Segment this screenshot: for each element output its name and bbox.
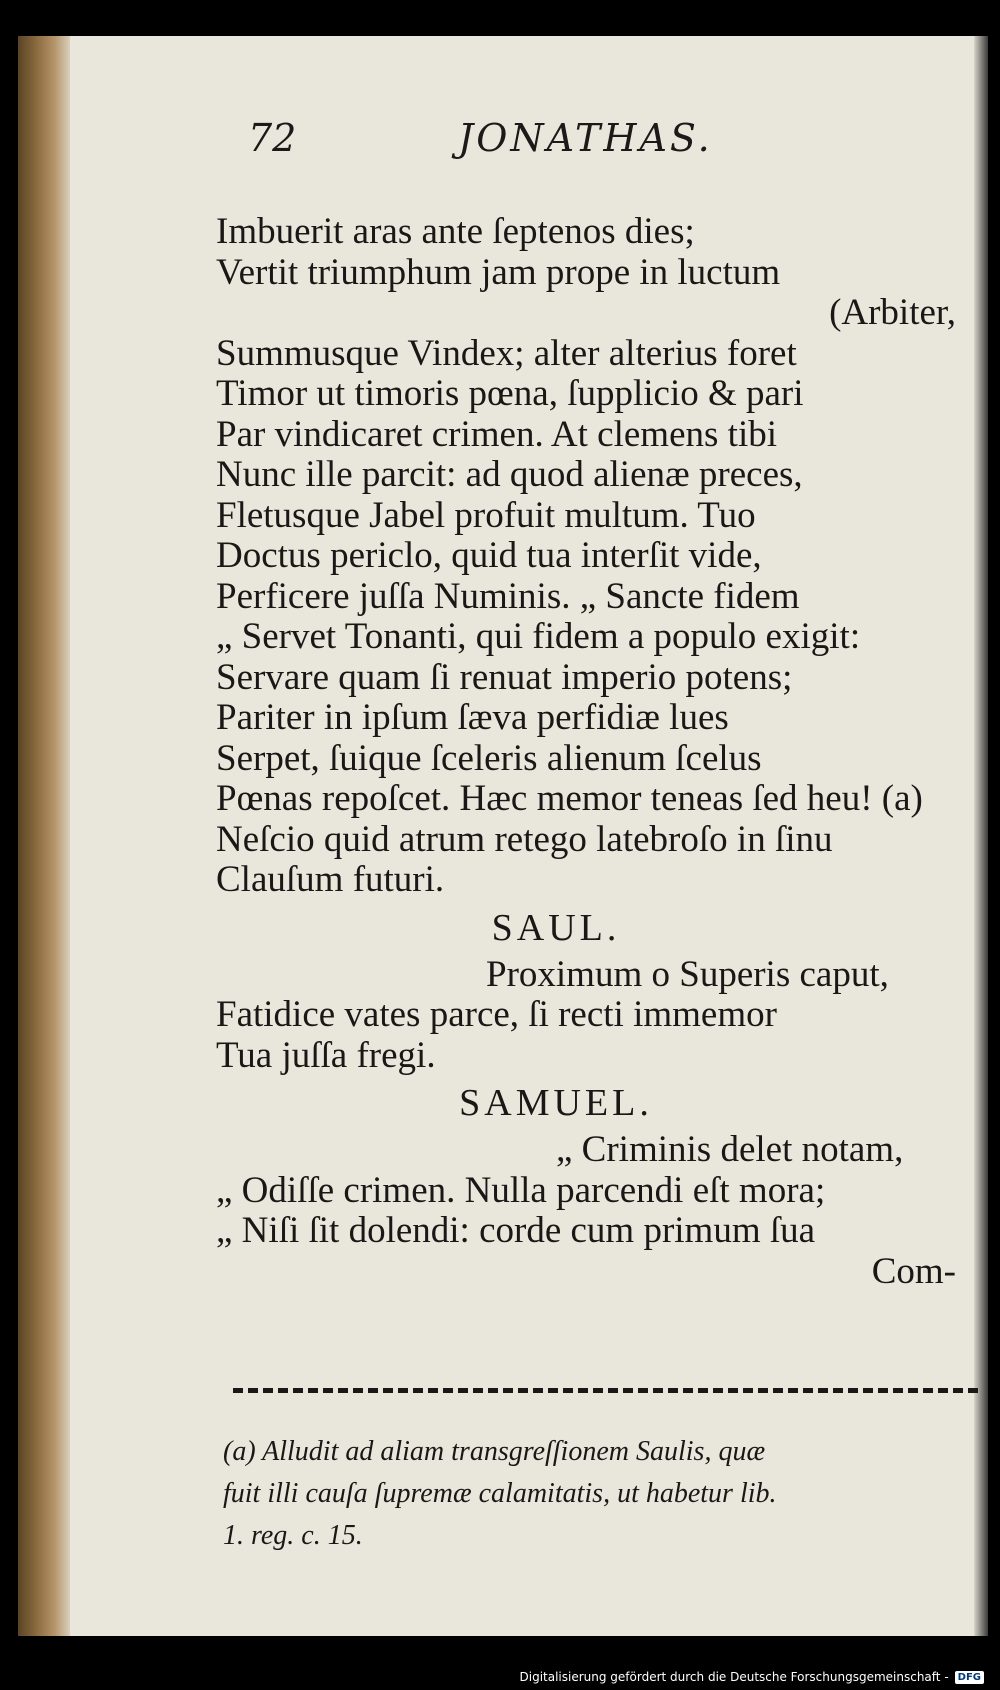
verse-line: Pariter in ipſum ſæva perfidiæ lues bbox=[216, 697, 729, 738]
verse-line: Pœnas repoſcet. Hæc memor teneas ſed heu! (a) bbox=[216, 778, 923, 819]
verse-line: „ Criminis delet notam, bbox=[556, 1129, 904, 1170]
running-title: JONATHAS. bbox=[458, 116, 713, 160]
verse-line: „ Servet Tonanti, qui fidem a populo exigit: bbox=[216, 616, 861, 657]
page-number: 72 bbox=[248, 116, 297, 160]
speaker-saul: SAUL. bbox=[491, 906, 621, 949]
catchword: Com- bbox=[871, 1250, 956, 1292]
book-page bbox=[18, 36, 988, 1636]
verse-line: Tua juſſa fregi. bbox=[216, 1034, 436, 1076]
verse-line: Par vindicaret crimen. At clemens tibi bbox=[216, 413, 777, 455]
footnote-rule bbox=[233, 1388, 978, 1398]
verse-line: Summusque Vindex; alter alterius foret bbox=[216, 332, 797, 374]
verse-line: Imbuerit aras ante ſeptenos dies; bbox=[216, 211, 695, 252]
verse-line: Nunc ille parcit: ad quod alienæ preces, bbox=[216, 454, 803, 495]
verse-line: Fletusque Jabel profuit multum. Tuo bbox=[216, 494, 756, 536]
running-head bbox=[218, 116, 818, 176]
verse-line: „ Niſi ſit dolendi: corde cum primum ſua bbox=[216, 1210, 816, 1251]
footnote-line: fuit illi cauſa ſupremæ calamitatis, ut habetur lib. bbox=[223, 1478, 777, 1509]
dfg-logo: DFG bbox=[955, 1671, 984, 1684]
footnote-line: 1. reg. c. 15. bbox=[223, 1520, 363, 1551]
verse-line: (Arbiter, bbox=[829, 292, 956, 333]
credit-text: Digitalisierung gefördert durch die Deutsche Forschungsgemeinschaft - bbox=[519, 1670, 949, 1684]
verse-text bbox=[216, 212, 976, 1292]
digitization-credit bbox=[520, 1670, 985, 1684]
footnote-line: (a) Alludit ad aliam transgreſſionem Saulis, quæ bbox=[223, 1436, 766, 1467]
verse-line: Doctus periclo, quid tua interſit vide, bbox=[216, 535, 762, 576]
verse-line: Clauſum futuri. bbox=[216, 859, 445, 900]
verse-line: Timor ut timoris pœna, ſupplicio & pari bbox=[216, 373, 804, 414]
verse-line: Serpet, ſuique ſceleris alienum ſcelus bbox=[216, 737, 762, 779]
verse-line: Perficere juſſa Numinis. „ Sancte fidem bbox=[216, 575, 800, 617]
verse-line: Vertit triumphum jam prope in luctum bbox=[216, 251, 781, 293]
verse-line: Proximum o Superis caput, bbox=[486, 953, 889, 995]
speaker-samuel: SAMUEL. bbox=[459, 1082, 653, 1124]
verse-line: Neſcio quid atrum retego latebroſo in ſinu bbox=[216, 818, 833, 860]
book-spine bbox=[18, 36, 70, 1636]
verse-line: Servare quam ſi renuat imperio potens; bbox=[216, 656, 793, 698]
footnote bbox=[223, 1431, 983, 1557]
verse-line: „ Odiſſe crimen. Nulla parcendi eſt mora; bbox=[216, 1169, 826, 1211]
verse-line: Fatidice vates parce, ſi recti immemor bbox=[216, 994, 777, 1035]
